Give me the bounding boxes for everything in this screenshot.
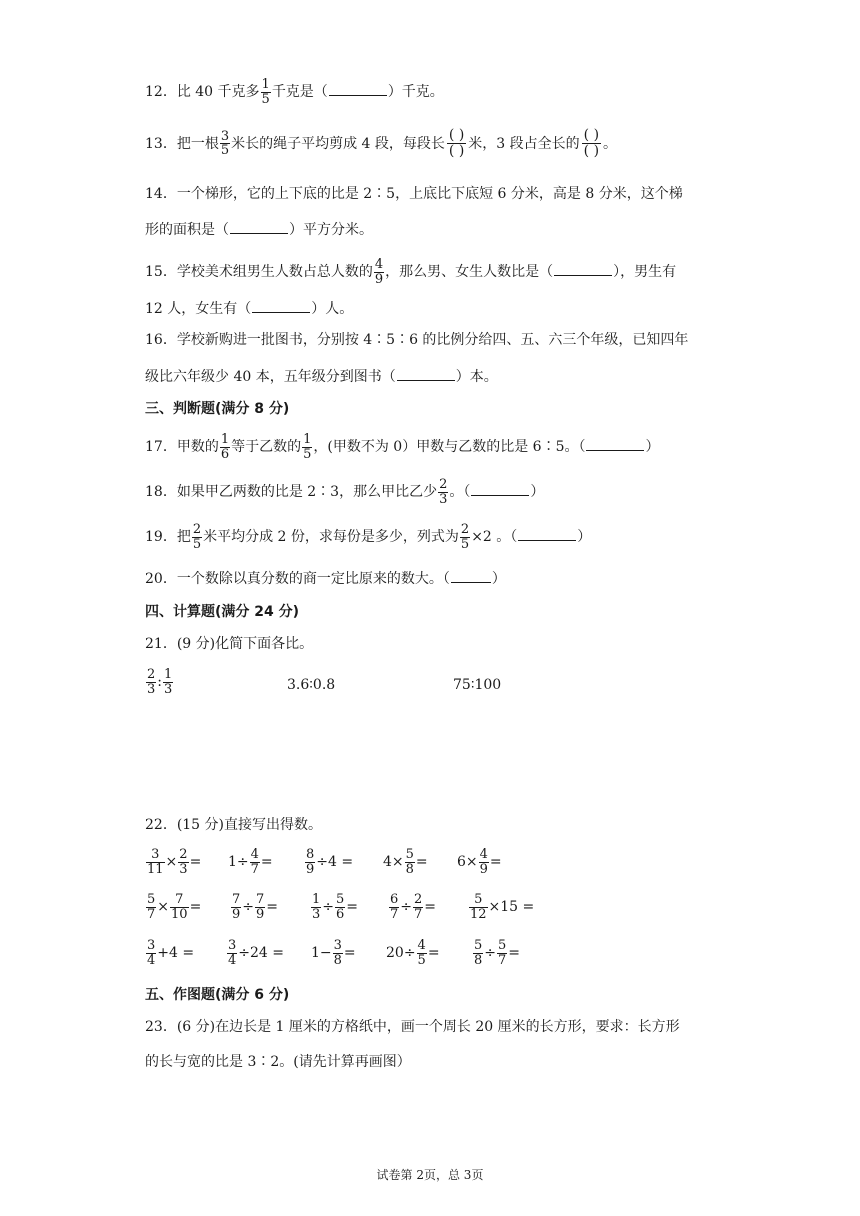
suffix: ×15 = — [488, 899, 535, 916]
question-15-line1 — [145, 258, 676, 286]
equals: = — [508, 945, 521, 962]
q12-text-c: ）千克。 — [387, 84, 444, 101]
fraction — [146, 939, 156, 967]
q20-text-b: ） — [491, 571, 506, 587]
question-18 — [145, 478, 544, 506]
answer-fraction-box[interactable] — [582, 128, 601, 160]
q17-text-a: 17．甲数的 — [145, 439, 219, 456]
operator: ÷ — [400, 899, 413, 916]
numerator: 2 — [460, 522, 470, 537]
operator: × — [157, 899, 170, 916]
question-19 — [145, 523, 591, 551]
expr-r1-5 — [457, 848, 502, 876]
q13-text-a: 13．把一根 — [145, 135, 219, 152]
q18-text-b: 。（ — [449, 484, 471, 501]
question-23-line2: 的长与宽的比是 3∶2。(请先计算再画图） — [145, 1054, 411, 1070]
answer-blank[interactable] — [451, 570, 491, 583]
numerator: 3 — [333, 938, 342, 953]
expr-r2-4 — [388, 893, 436, 921]
q18-fraction — [438, 478, 448, 506]
denominator: 11 — [147, 861, 164, 877]
operator: ÷ — [322, 899, 335, 916]
numerator: 2 — [147, 667, 156, 682]
denominator: 3 — [439, 491, 448, 507]
q17-fraction-1 — [220, 433, 230, 461]
fraction — [497, 939, 507, 967]
expr-r2-2 — [230, 893, 278, 921]
numerator: 3 — [146, 848, 165, 863]
denominator: 3 — [164, 681, 173, 697]
expr-r2-1 — [145, 893, 201, 921]
answer-blank[interactable] — [230, 221, 288, 234]
denominator: 8 — [333, 952, 342, 968]
fraction — [255, 893, 265, 921]
numerator: 6 — [390, 892, 399, 907]
numerator: 2 — [414, 892, 423, 907]
numerator: 4 — [250, 847, 259, 862]
fraction — [178, 848, 188, 876]
equals: = — [343, 945, 356, 962]
suffix: ÷24 = — [238, 945, 285, 962]
question-22: 22．(15 分)直接写出得数。 — [145, 817, 323, 833]
q15-text-b: ，那么男、女生人数比是（ — [385, 264, 554, 281]
denominator: 9 — [306, 861, 315, 877]
fraction — [335, 893, 345, 921]
section-5-title: 五、作图题(满分 6 分) — [145, 987, 290, 1003]
q19-fraction-2 — [460, 523, 470, 551]
q18-text-c: ） — [530, 484, 545, 501]
ratio-3: 75∶100 — [453, 677, 502, 693]
numerator: 7 — [232, 892, 241, 907]
q13-text-c: 米，3 段占全长的 — [468, 135, 580, 152]
numerator: 1 — [164, 667, 173, 682]
fraction — [389, 893, 399, 921]
expr-r2-3 — [310, 893, 358, 921]
question-23-line1: 23．(6 分)在边长是 1 厘米的方格纸中，画一个周长 20 厘米的长方形，要求：长方形 — [145, 1019, 680, 1035]
numerator: 1 — [220, 432, 230, 447]
question-16-line1: 16．学校新购进一批图书，分别按 4∶5∶6 的比例分给四、五、六三个年级，已知四年 — [145, 332, 689, 348]
fraction — [250, 848, 260, 876]
section-4-title: 四、计算题(满分 24 分) — [145, 604, 300, 620]
q14-text-b: ）平方分米。 — [289, 222, 373, 238]
q12-text-a: 12．比 40 千克多 — [145, 84, 260, 101]
equals: = — [424, 899, 437, 916]
q12-text-b: 千克是（ — [271, 84, 328, 101]
numerator: 1 — [261, 77, 270, 92]
numerator-blank[interactable]: ( ) — [448, 127, 465, 143]
denominator-blank[interactable]: ( ) — [448, 143, 465, 160]
prefix: 20÷ — [386, 945, 416, 962]
denominator: 7 — [414, 906, 423, 922]
q19-fraction-1 — [192, 523, 202, 551]
question-20 — [145, 570, 506, 586]
question-17 — [145, 433, 659, 461]
q17-text-c: ，(甲数不为 0）甲数与乙数的比是 6∶5。（ — [313, 439, 586, 456]
numerator: 2 — [439, 477, 448, 492]
prefix: 1− — [311, 945, 332, 962]
expr-r1-3 — [304, 848, 353, 876]
equals: = — [427, 945, 440, 962]
fraction — [413, 893, 423, 921]
denominator: 9 — [374, 271, 384, 287]
numerator: 5 — [147, 892, 156, 907]
fraction — [227, 939, 237, 967]
ratio-fraction-1 — [146, 668, 156, 696]
equals: = — [346, 899, 359, 916]
numerator: 3 — [220, 128, 230, 144]
ratio-separator: : — [157, 674, 162, 691]
section-3-title: 三、判断题(满分 8 分) — [145, 401, 290, 417]
denominator: 7 — [147, 906, 156, 922]
numerator: 7 — [170, 893, 189, 908]
operator: ÷ — [484, 945, 497, 962]
q12-fraction — [261, 78, 271, 106]
fraction — [305, 848, 315, 876]
question-12 — [145, 78, 444, 106]
denominator: 6 — [220, 446, 230, 462]
q17-text-b: 等于乙数的 — [231, 439, 302, 456]
denominator: 5 — [417, 952, 426, 968]
denominator: 5 — [261, 91, 270, 107]
q15-text-c: ），男生有 — [613, 264, 677, 281]
suffix: +4 = — [157, 945, 195, 962]
answer-blank[interactable] — [329, 83, 387, 96]
fraction — [231, 893, 241, 921]
expr-r1-2 — [228, 848, 273, 876]
q16-text-b: ）本。 — [455, 369, 498, 385]
denominator: 9 — [256, 906, 265, 922]
expr-r3-3 — [311, 939, 356, 967]
suffix: ÷4 = — [316, 854, 354, 871]
denominator: 9 — [479, 861, 488, 877]
denominator: 7 — [498, 952, 507, 968]
denominator: 5 — [220, 143, 230, 159]
q18-text-a: 18．如果甲乙两数的比是 2∶3，那么甲比乙少 — [145, 484, 438, 501]
fraction — [479, 848, 489, 876]
numerator: 5 — [469, 893, 488, 908]
denominator: 5 — [303, 446, 312, 462]
denominator: 5 — [460, 536, 470, 552]
denominator: 7 — [250, 861, 259, 877]
q13-text-b: 米长的绳子平均剪成 4 段，每段长 — [231, 135, 445, 152]
prefix: 6× — [457, 854, 478, 871]
numerator: 4 — [374, 257, 384, 272]
prefix: 1÷ — [228, 854, 249, 871]
denominator: 12 — [470, 906, 487, 922]
numerator: 2 — [192, 522, 202, 537]
denominator: 4 — [228, 952, 237, 968]
fraction — [146, 848, 165, 876]
prefix: 4× — [383, 854, 404, 871]
numerator: 7 — [256, 892, 265, 907]
question-21: 21．(9 分)化简下面各比。 — [145, 636, 314, 652]
operator: × — [165, 854, 178, 871]
numerator: 2 — [179, 847, 188, 862]
equals: = — [415, 854, 428, 871]
fraction — [473, 939, 483, 967]
q14-text-a: 形的面积是（ — [145, 222, 229, 238]
denominator: 4 — [147, 952, 156, 968]
ratio-2: 3.6∶0.8 — [287, 677, 336, 693]
q13-fraction — [220, 130, 230, 158]
denominator: 8 — [474, 952, 483, 968]
expr-r3-2 — [226, 939, 284, 967]
fraction — [333, 939, 343, 967]
denominator: 10 — [171, 906, 188, 922]
denominator: 3 — [312, 906, 321, 922]
equals: = — [266, 899, 279, 916]
q19-text-c: ×2 。（ — [471, 529, 518, 546]
numerator: 5 — [405, 847, 414, 862]
expr-r3-1 — [145, 939, 194, 967]
numerator: 5 — [498, 938, 507, 953]
answer-blank[interactable] — [252, 300, 310, 313]
numerator-blank[interactable]: ( ) — [583, 127, 600, 143]
question-16-line2 — [145, 368, 498, 384]
question-15-line2 — [145, 300, 353, 316]
page-footer: 试卷第 2页，总 3页 — [376, 1168, 484, 1182]
denominator: 7 — [390, 906, 399, 922]
q15-text-d: 12 人，女生有（ — [145, 301, 252, 317]
numerator: 1 — [303, 432, 312, 447]
answer-blank[interactable] — [397, 368, 455, 381]
expr-r3-4 — [386, 939, 440, 967]
answer-blank[interactable] — [554, 263, 612, 276]
question-14-line2 — [145, 221, 373, 237]
fraction — [405, 848, 415, 876]
answer-blank[interactable] — [518, 528, 576, 541]
numerator: 4 — [417, 938, 426, 953]
answer-blank[interactable] — [471, 483, 529, 496]
q20-text-a: 20．一个数除以真分数的商一定比原来的数大。（ — [145, 571, 450, 587]
fraction — [311, 893, 321, 921]
denominator: 3 — [147, 681, 156, 697]
q16-text-a: 级比六年级少 40 本，五年级分到图书（ — [145, 369, 396, 385]
denominator-blank[interactable]: ( ) — [583, 143, 600, 160]
numerator: 1 — [312, 892, 321, 907]
fraction — [146, 893, 156, 921]
q19-text-d: ） — [577, 529, 592, 546]
q15-text-e: ）人。 — [311, 301, 354, 317]
answer-blank[interactable] — [586, 438, 644, 451]
expr-r1-4 — [383, 848, 428, 876]
equals: = — [189, 854, 202, 871]
denominator: 5 — [192, 536, 202, 552]
question-14-line1: 14．一个梯形，它的上下底的比是 2∶5，上底比下底短 6 分米，高是 8 分米，这个梯 — [145, 186, 683, 202]
expr-r3-5 — [472, 939, 520, 967]
q17-fraction-2 — [302, 433, 312, 461]
q19-text-a: 19．把 — [145, 529, 191, 546]
fraction — [417, 939, 427, 967]
q19-text-b: 米平均分成 2 份，求每份是多少，列式为 — [203, 529, 459, 546]
numerator: 8 — [306, 847, 315, 862]
numerator: 4 — [479, 847, 488, 862]
denominator: 8 — [405, 861, 414, 877]
q17-text-d: ） — [645, 439, 660, 456]
q15-fraction — [374, 258, 384, 286]
denominator: 6 — [336, 906, 345, 922]
numerator: 5 — [336, 892, 345, 907]
q15-text-a: 15．学校美术组男生人数占总人数的 — [145, 264, 373, 281]
numerator: 3 — [228, 938, 237, 953]
equals: = — [489, 854, 502, 871]
answer-fraction-box[interactable] — [447, 128, 466, 160]
equals: = — [189, 899, 202, 916]
numerator: 5 — [474, 938, 483, 953]
question-13 — [145, 128, 617, 160]
fraction — [469, 893, 488, 921]
equals: = — [260, 854, 273, 871]
fraction — [170, 893, 189, 921]
expr-r1-1 — [145, 848, 201, 876]
expr-r2-5 — [468, 893, 534, 921]
q13-text-d: 。 — [603, 135, 618, 152]
ratio-fraction-2 — [163, 668, 173, 696]
numerator: 3 — [147, 938, 156, 953]
denominator: 3 — [179, 861, 188, 877]
operator: ÷ — [242, 899, 255, 916]
denominator: 9 — [232, 906, 241, 922]
q21-ratios — [145, 668, 174, 696]
